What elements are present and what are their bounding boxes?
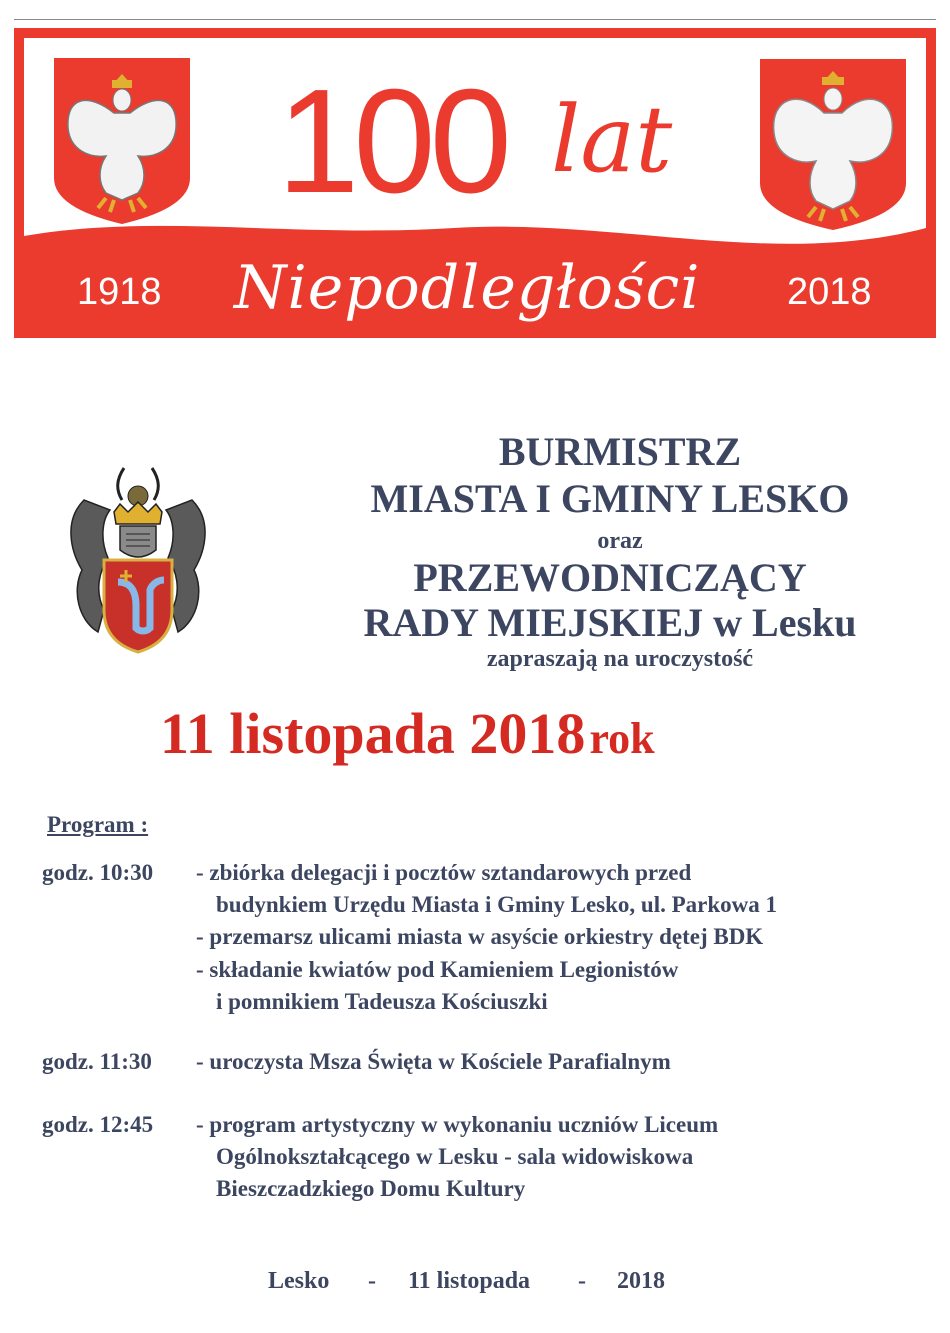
program-time: godz. 11:30 bbox=[42, 1049, 152, 1074]
footer-sep: - bbox=[578, 1268, 586, 1294]
top-rule bbox=[14, 19, 936, 20]
polish-eagle-crest-icon bbox=[760, 59, 906, 230]
lesko-coat-of-arms-icon bbox=[64, 460, 212, 656]
program-line: Bieszczadzkiego Domu Kultury bbox=[216, 1176, 526, 1201]
heading-rady: RADY MIEJSKIEJ w Lesku bbox=[363, 600, 857, 645]
event-date bbox=[160, 700, 655, 767]
heading-burmistrz: BURMISTRZ bbox=[498, 429, 742, 474]
event-date-main: 11 listopada 2018 bbox=[160, 701, 586, 766]
footer-year: 2018 bbox=[617, 1268, 665, 1294]
polish-eagle-crest-icon bbox=[54, 58, 190, 224]
footer-sep: - bbox=[368, 1268, 376, 1294]
banner-100: 100 bbox=[277, 59, 506, 224]
event-date-rok: rok bbox=[589, 714, 655, 763]
banner-lat: lat bbox=[551, 86, 673, 193]
program-line: - przemarsz ulicami miasta w asyście orkiestry dętej BDK bbox=[196, 924, 764, 949]
anniversary-banner bbox=[14, 28, 936, 338]
program-line: budynkiem Urzędu Miasta i Gminy Lesko, ul. Parkowa 1 bbox=[216, 892, 777, 917]
program-line: - składanie kwiatów pod Kamieniem Legionistów bbox=[196, 957, 679, 982]
program-time: godz. 12:45 bbox=[42, 1112, 154, 1137]
year-end: 2018 bbox=[787, 271, 872, 313]
program-title: Program : bbox=[47, 812, 149, 837]
footer-place: Lesko bbox=[268, 1268, 330, 1294]
program-line: - zbiórka delegacji i pocztów sztandarowych przed bbox=[196, 860, 692, 885]
program-time: godz. 10:30 bbox=[42, 860, 154, 885]
heading-przewodniczacy: PRZEWODNICZĄCY bbox=[413, 555, 807, 600]
heading-miasta: MIASTA I GMINY LESKO bbox=[370, 476, 850, 521]
year-start: 1918 bbox=[77, 271, 162, 313]
program-line: Ogólnokształcącego w Lesku - sala widowiskowa bbox=[216, 1144, 694, 1169]
banner-subtitle: Niepodległości bbox=[234, 253, 701, 323]
heading-zapraszaja: zapraszają na uroczystość bbox=[486, 646, 754, 672]
program-line: i pomnikiem Tadeusza Kościuszki bbox=[216, 989, 548, 1014]
program-line: - uroczysta Msza Święta w Kościele Parafialnym bbox=[196, 1049, 671, 1074]
program-line: - program artystyczny w wykonaniu uczniów Liceum bbox=[196, 1112, 719, 1137]
heading-oraz: oraz bbox=[597, 528, 643, 554]
footer-date: 11 listopada bbox=[408, 1268, 531, 1294]
